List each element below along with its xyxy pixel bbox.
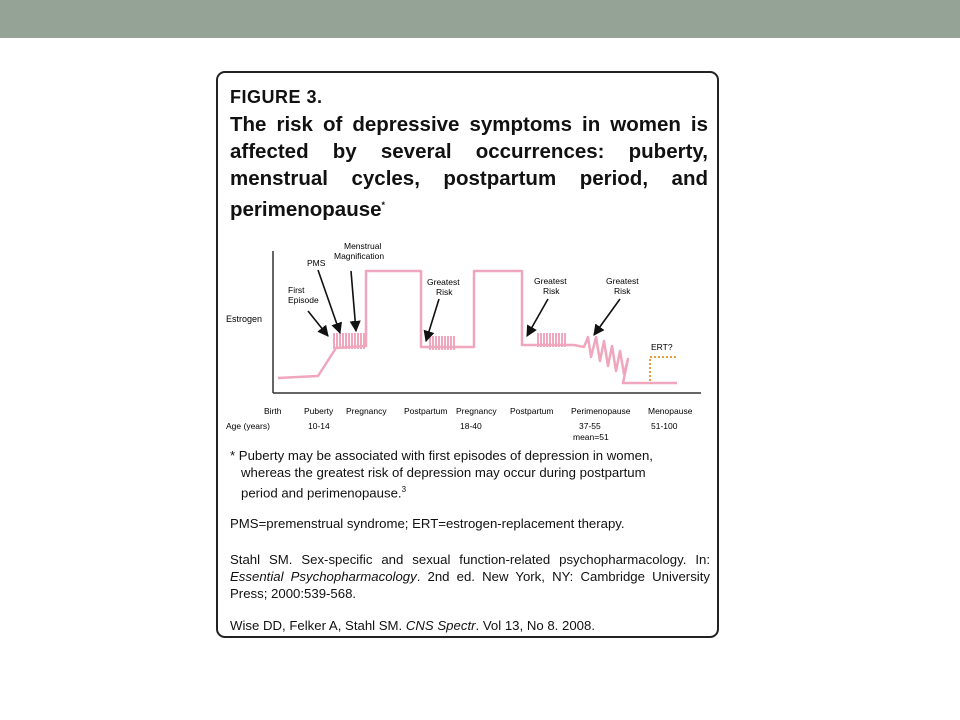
- arrow-first-episode: [308, 311, 328, 336]
- arrow-greatest-risk-1: [426, 299, 439, 341]
- footnote-line-2: whereas the greatest risk of depression may occur during postpartum: [241, 465, 646, 480]
- footnote: [230, 447, 710, 501]
- stage-menopause: Menopause: [648, 406, 693, 416]
- reference-2: [230, 618, 710, 633]
- age-perimenopause: 37-55: [579, 421, 601, 431]
- reference-1-details: . 2nd ed. New York, NY: Cambridge University Press; 2000:539-568.: [230, 569, 710, 601]
- greatest-risk-label-1: Greatest Risk: [427, 277, 460, 297]
- footnote-line-3: period and perimenopause.: [241, 485, 402, 501]
- stage-puberty: Puberty: [304, 406, 334, 416]
- arrow-greatest-risk-3: [594, 299, 620, 335]
- age-axis-label: Age (years): [226, 421, 270, 431]
- greatest-risk-label-3: Greatest Risk: [606, 276, 639, 296]
- stage-perimenopause: Perimenopause: [571, 406, 631, 416]
- figure-panel: [216, 71, 719, 638]
- footnote-line-3-wrap: [230, 481, 710, 501]
- arrow-greatest-risk-2: [527, 299, 548, 336]
- abbreviations: PMS=premenstrual syndrome; ERT=estrogen-replacement therapy.: [230, 516, 625, 531]
- age-puberty: 10-14: [308, 421, 330, 431]
- menstrual-magnification-label: Menstrual Magnification: [334, 241, 385, 261]
- y-axis-label: Estrogen: [226, 314, 263, 324]
- first-episode-label: First Episode: [288, 285, 319, 305]
- arrow-pms: [318, 270, 340, 333]
- reference-1-book: Essential Psychopharmacology: [230, 569, 417, 584]
- stage-postpartum-1: Postpartum: [404, 406, 448, 416]
- estrogen-chart: [218, 233, 717, 443]
- stage-pregnancy-1: Pregnancy: [346, 406, 387, 416]
- arrow-menstrual: [351, 271, 356, 331]
- footnote-reference-number: 3: [401, 485, 407, 494]
- pms-label: PMS: [307, 258, 326, 268]
- stage-pregnancy-2: Pregnancy: [456, 406, 497, 416]
- slide-header-bar: [0, 0, 960, 38]
- reference-1: [230, 551, 710, 602]
- age-reproductive: 18-40: [460, 421, 482, 431]
- stage-birth: Birth: [264, 406, 282, 416]
- figure-title: [230, 111, 708, 223]
- figure-title-footnote-mark: *: [381, 200, 386, 210]
- stage-postpartum-2: Postpartum: [510, 406, 554, 416]
- greatest-risk-label-2: Greatest Risk: [534, 276, 567, 296]
- age-labels: [226, 421, 678, 442]
- figure-title-text: The risk of depressive symptoms in women is affected by several occurrences: puberty, menstrual cycles, postpartum period, and perimenopause: [230, 113, 708, 221]
- footnote-line-1: * Puberty may be associated with first episodes of depression in women,: [230, 448, 653, 463]
- reference-2-authors: Wise DD, Felker A, Stahl SM.: [230, 618, 406, 633]
- stage-labels: [264, 406, 693, 416]
- age-menopause: 51-100: [651, 421, 678, 431]
- reference-2-details: . Vol 13, No 8. 2008.: [475, 618, 596, 633]
- reference-2-journal: CNS Spectr: [405, 618, 476, 633]
- annotation-arrows: [308, 270, 620, 341]
- menstrual-cycles-postpartum-1: [430, 336, 454, 350]
- figure-label: FIGURE 3.: [230, 87, 323, 107]
- ert-dotted-line: [650, 357, 676, 381]
- ert-label: ERT?: [651, 342, 673, 352]
- age-perimenopause-mean: mean=51: [573, 432, 609, 442]
- reference-1-authors: Stahl SM. Sex-specific and sexual function-related psychopharmacology. In:: [230, 552, 710, 567]
